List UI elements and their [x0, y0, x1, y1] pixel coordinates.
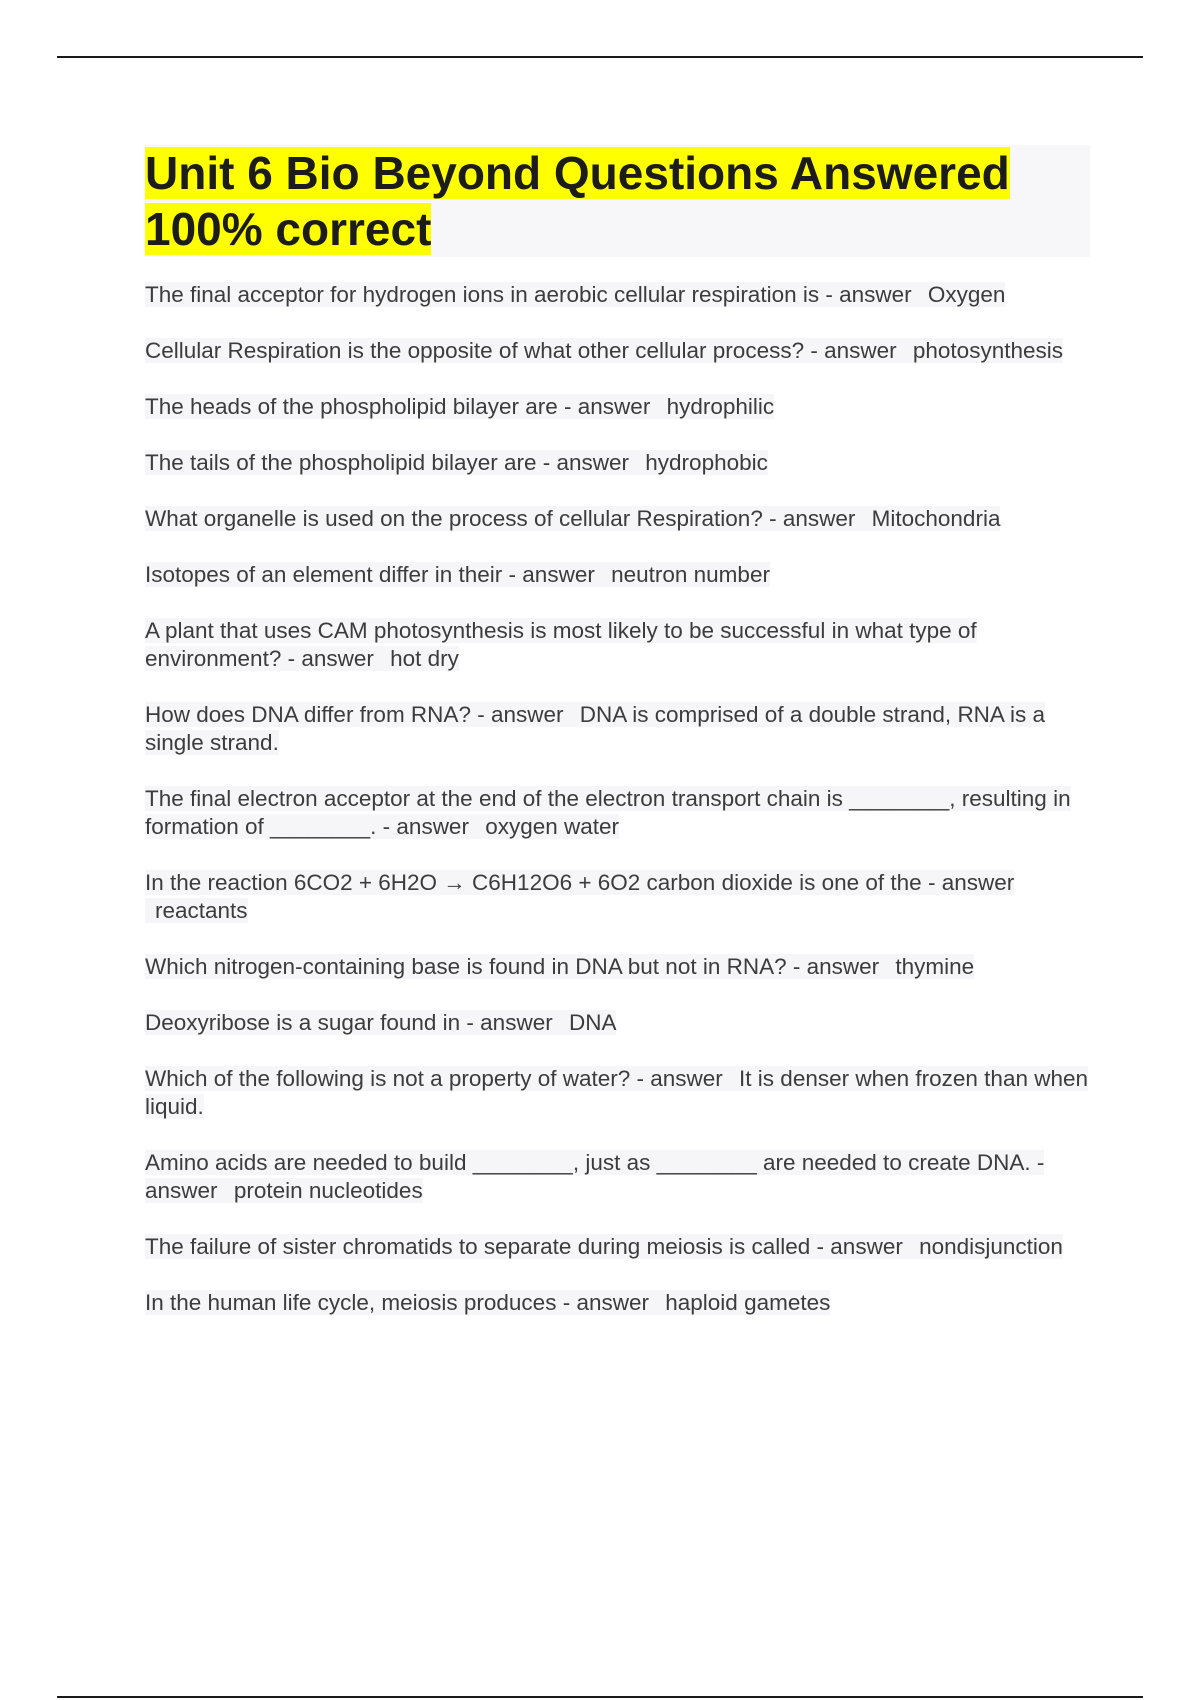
qa-list [145, 281, 1090, 1317]
question-text: How does DNA differ from RNA? - answer [145, 702, 564, 727]
question-text: The final electron acceptor at the end of the electron transport chain is ________, resulting in formation of ________. - answer [145, 786, 1071, 839]
answer-text: neutron number [611, 562, 770, 587]
qa-item [145, 449, 1090, 477]
answer-text: haploid gametes [665, 1290, 831, 1315]
answer-text: hydrophobic [645, 450, 768, 475]
qa-item [145, 1009, 1090, 1037]
answer-text: Oxygen [927, 282, 1006, 307]
qa-item [145, 561, 1090, 589]
question-text: Which nitrogen-containing base is found in DNA but not in RNA? - answer [145, 954, 880, 979]
question-text: The heads of the phospholipid bilayer are - answer [145, 394, 651, 419]
answer-text: Mitochondria [871, 506, 1001, 531]
question-text: Deoxyribose is a sugar found in - answer [145, 1010, 553, 1035]
question-text: Isotopes of an element differ in their - answer [145, 562, 595, 587]
answer-text: hot dry [390, 646, 459, 671]
qa-highlight [145, 338, 1063, 363]
answer-text: thymine [895, 954, 975, 979]
qa-item [145, 953, 1090, 981]
qa-highlight [145, 282, 1005, 307]
document-body [145, 145, 1090, 1345]
question-text: In the human life cycle, meiosis produces - answer [145, 1290, 649, 1315]
question-text: What organelle is used on the process of cellular Respiration? - answer [145, 506, 856, 531]
document-title [145, 145, 1090, 257]
answer-text: photosynthesis [912, 338, 1063, 363]
qa-highlight [145, 1150, 1044, 1203]
answer-text: DNA is comprised of a double strand, RNA is a single strand. [145, 702, 1045, 755]
bottom-rule [57, 1696, 1143, 1698]
answer-text: It is denser when frozen than when liquid. [145, 1066, 1089, 1119]
qa-item [145, 617, 1090, 673]
answer-text: nondisjunction [919, 1234, 1063, 1259]
qa-highlight [145, 786, 1071, 839]
qa-highlight [145, 870, 1014, 923]
top-rule [57, 56, 1143, 58]
qa-highlight [145, 450, 768, 475]
qa-item [145, 701, 1090, 757]
qa-highlight [145, 506, 1000, 531]
question-text: Amino acids are needed to build ________, just as ________ are needed to create DNA. - answer [145, 1150, 1045, 1203]
qa-highlight [145, 954, 974, 979]
question-text: The failure of sister chromatids to separate during meiosis is called - answer [145, 1234, 903, 1259]
answer-text: DNA [568, 1010, 617, 1035]
answer-text: oxygen water [485, 814, 620, 839]
qa-highlight [145, 702, 1045, 755]
qa-item [145, 505, 1090, 533]
question-text: A plant that uses CAM photosynthesis is most likely to be successful in what type of environment? - answer [145, 618, 977, 671]
qa-item [145, 1233, 1090, 1261]
question-text: In the reaction 6CO2 + 6H2O → C6H12O6 + 6O2 carbon dioxide is one of the - answer [145, 870, 1015, 895]
title-block [145, 145, 1090, 257]
answer-text: protein nucleotides [233, 1178, 423, 1203]
qa-item [145, 869, 1090, 925]
qa-item [145, 1149, 1090, 1205]
qa-item [145, 281, 1090, 309]
qa-item [145, 393, 1090, 421]
qa-item [145, 1065, 1090, 1121]
qa-highlight [145, 394, 774, 419]
qa-item [145, 785, 1090, 841]
answer-text: hydrophilic [666, 394, 775, 419]
qa-item [145, 1289, 1090, 1317]
qa-item [145, 337, 1090, 365]
question-text: Which of the following is not a property of water? - answer [145, 1066, 723, 1091]
qa-highlight [145, 1010, 616, 1035]
qa-highlight [145, 562, 770, 587]
question-text: The final acceptor for hydrogen ions in aerobic cellular respiration is - answer [145, 282, 912, 307]
title-highlight: Unit 6 Bio Beyond Questions Answered 100% correct [145, 147, 1010, 255]
answer-text: reactants [155, 898, 248, 923]
qa-highlight [145, 1290, 830, 1315]
question-text: Cellular Respiration is the opposite of what other cellular process? - answer [145, 338, 897, 363]
question-text: The tails of the phospholipid bilayer are - answer [145, 450, 630, 475]
qa-highlight [145, 618, 977, 671]
qa-highlight [145, 1066, 1088, 1119]
qa-highlight [145, 1234, 1063, 1259]
